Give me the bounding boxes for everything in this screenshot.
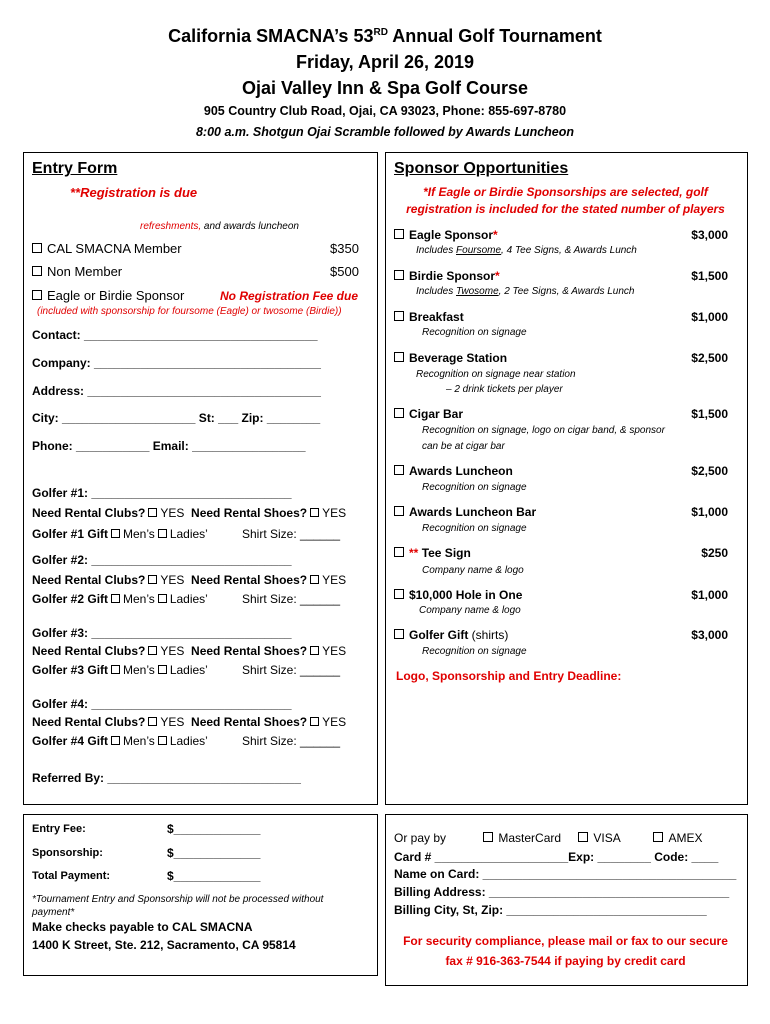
entry-form-heading: Entry Form bbox=[32, 160, 118, 177]
golfer-3-shirt[interactable]: Shirt Size: ______ bbox=[242, 663, 341, 677]
registration-due: **Registration is due bbox=[70, 185, 198, 200]
title: California SMACNA’s 53RD Annual Golf Tournament bbox=[168, 26, 602, 46]
desc-golfer-gift: Recognition on signage bbox=[422, 646, 527, 657]
security-note-2: fax # 916-363-7544 if paying by credit card bbox=[445, 954, 686, 968]
checkbox[interactable] bbox=[32, 266, 42, 276]
city-field[interactable]: City: ____________________ St: ___ Zip: ________ bbox=[32, 411, 321, 425]
checkbox[interactable] bbox=[310, 646, 319, 655]
golfer-4-rentals[interactable]: Need Rental Clubs? YES Need Rental Shoes? YES bbox=[32, 715, 347, 729]
desc-awards-luncheon: Recognition on signage bbox=[422, 482, 527, 493]
checkbox[interactable] bbox=[394, 352, 404, 362]
checkbox[interactable] bbox=[394, 629, 404, 639]
price-nonmember: $500 bbox=[330, 264, 359, 279]
sponsor-beverage[interactable]: Beverage Station bbox=[394, 351, 507, 365]
checkbox[interactable] bbox=[111, 529, 120, 538]
card-number[interactable]: Card # ____________________Exp: ________ Code: ____ bbox=[394, 850, 719, 864]
golfer-1-name[interactable]: Golfer #1: ______________________________ bbox=[32, 486, 292, 500]
golfer-2-rentals[interactable]: Need Rental Clubs? YES Need Rental Shoes? YES bbox=[32, 573, 347, 587]
price-eagle: $3,000 bbox=[691, 228, 728, 242]
contact-field[interactable]: Contact: ___________________________________ bbox=[32, 328, 318, 342]
golfer-1-gift[interactable]: Golfer #1 Gift Men’s Ladies’ bbox=[32, 527, 208, 541]
checkbox[interactable] bbox=[111, 736, 120, 745]
total-label: Total Payment: bbox=[32, 870, 111, 882]
checkbox[interactable] bbox=[394, 547, 404, 557]
checkbox[interactable] bbox=[148, 575, 157, 584]
total-field[interactable]: $_____________ bbox=[167, 869, 261, 883]
payment-note: *Tournament Entry and Sponsorship will not be processed without payment* bbox=[32, 894, 324, 918]
checkbox-mastercard[interactable] bbox=[483, 832, 493, 842]
golfer-4-gift[interactable]: Golfer #4 Gift Men’s Ladies’ bbox=[32, 734, 208, 748]
checkbox[interactable] bbox=[394, 589, 404, 599]
golfer-2-gift[interactable]: Golfer #2 Gift Men’s Ladies’ bbox=[32, 592, 208, 606]
sponsor-awards-luncheon[interactable]: Awards Luncheon bbox=[394, 464, 513, 478]
price-awards-bar: $1,000 bbox=[691, 505, 728, 519]
checkbox[interactable] bbox=[310, 717, 319, 726]
checkbox[interactable] bbox=[158, 594, 167, 603]
checkbox[interactable] bbox=[394, 270, 404, 280]
security-note-1: For security compliance, please mail or fax to our secure bbox=[403, 934, 728, 948]
checkbox[interactable] bbox=[158, 665, 167, 674]
sponsor-hole-in-one[interactable]: $10,000 Hole in One bbox=[394, 588, 522, 602]
sponsor-breakfast[interactable]: Breakfast bbox=[394, 310, 464, 324]
event-date: Friday, April 26, 2019 bbox=[295, 52, 475, 72]
desc-awards-bar: Recognition on signage bbox=[422, 523, 527, 534]
desc-breakfast: Recognition on signage bbox=[422, 327, 527, 338]
price-golfer-gift: $3,000 bbox=[691, 628, 728, 642]
checkbox[interactable] bbox=[394, 229, 404, 239]
pay-options[interactable]: Or pay by MasterCard VISA AMEX bbox=[394, 831, 703, 845]
sponsor-awards-bar[interactable]: Awards Luncheon Bar bbox=[394, 505, 536, 519]
name-on-card[interactable]: Name on Card: ______________________________________ bbox=[394, 867, 737, 881]
checks-address: 1400 K Street, Ste. 212, Sacramento, CA 95814 bbox=[32, 938, 296, 952]
option-nonmember[interactable]: Non Member bbox=[32, 264, 122, 279]
sponsor-tee-sign[interactable]: ** Tee Sign bbox=[394, 546, 471, 560]
checkbox-visa[interactable] bbox=[578, 832, 588, 842]
golfer-1-rentals[interactable]: Need Rental Clubs? YES Need Rental Shoes? YES bbox=[32, 506, 347, 520]
includes-text: refreshments, and awards luncheon bbox=[140, 221, 299, 232]
price-awards-luncheon: $2,500 bbox=[691, 464, 728, 478]
sponsor-cigar[interactable]: Cigar Bar bbox=[394, 407, 463, 421]
entry-fee-label: Entry Fee: bbox=[32, 823, 86, 835]
no-fee: No Registration Fee due bbox=[220, 289, 359, 303]
desc-beverage: Recognition on signage near station bbox=[416, 369, 576, 380]
desc-tee-sign: Company name & logo bbox=[422, 565, 524, 576]
golfer-1-shirt[interactable]: Shirt Size: ______ bbox=[242, 527, 341, 541]
checkbox[interactable] bbox=[394, 311, 404, 321]
option-member[interactable]: CAL SMACNA Member bbox=[32, 241, 182, 256]
price-breakfast: $1,000 bbox=[691, 310, 728, 324]
price-tee-sign: $250 bbox=[701, 546, 728, 560]
company-field[interactable]: Company: __________________________________ bbox=[32, 356, 321, 370]
checkbox[interactable] bbox=[394, 506, 404, 516]
checkbox[interactable] bbox=[111, 594, 120, 603]
checkbox[interactable] bbox=[32, 243, 42, 253]
sponsor-note-1: *If Eagle or Birdie Sponsorships are selected, golf bbox=[423, 185, 708, 199]
checkbox-amex[interactable] bbox=[653, 832, 663, 842]
sponsor-heading: Sponsor Opportunities bbox=[394, 160, 569, 177]
sponsor-birdie[interactable]: Birdie Sponsor* bbox=[394, 269, 500, 283]
checkbox[interactable] bbox=[148, 717, 157, 726]
desc-beverage-2: – 2 drink tickets per player bbox=[446, 384, 563, 395]
price-member: $350 bbox=[330, 241, 359, 256]
entry-fee-field[interactable]: $_____________ bbox=[167, 822, 261, 836]
desc-eagle: Includes Foursome, 4 Tee Signs, & Awards Lunch bbox=[416, 245, 637, 256]
sponsorship-label: Sponsorship: bbox=[32, 847, 103, 859]
venue: Ojai Valley Inn & Spa Golf Course bbox=[241, 78, 529, 98]
checkbox[interactable] bbox=[158, 736, 167, 745]
checkbox[interactable] bbox=[148, 508, 157, 517]
billing-city[interactable]: Billing City, St, Zip: ______________________________ bbox=[394, 903, 707, 917]
checkbox[interactable] bbox=[310, 575, 319, 584]
billing-address[interactable]: Billing Address: ____________________________________ bbox=[394, 885, 730, 899]
checkbox[interactable] bbox=[394, 408, 404, 418]
price-beverage: $2,500 bbox=[691, 351, 728, 365]
venue-address: 905 Country Club Road, Ojai, CA 93023, Phone: 855-697-8780 bbox=[203, 104, 567, 118]
golfer-2-shirt[interactable]: Shirt Size: ______ bbox=[242, 592, 341, 606]
desc-cigar-2: can be at cigar bar bbox=[422, 441, 505, 452]
option-sponsor[interactable]: Eagle or Birdie Sponsor bbox=[32, 288, 184, 303]
schedule: 8:00 a.m. Shotgun Ojai Scramble followed by Awards Luncheon bbox=[195, 125, 575, 139]
golfer-3-rentals[interactable]: Need Rental Clubs? YES Need Rental Shoes? YES bbox=[32, 644, 347, 658]
sponsor-golfer-gift[interactable]: Golfer Gift (shirts) bbox=[394, 628, 508, 642]
sponsor-note: (included with sponsorship for foursome (Eagle) or twosome (Birdie)) bbox=[37, 306, 342, 317]
desc-hole-in-one: Company name & logo bbox=[419, 605, 521, 616]
golfer-4-shirt[interactable]: Shirt Size: ______ bbox=[242, 734, 341, 748]
referred-by[interactable]: Referred By: _____________________________ bbox=[32, 771, 301, 785]
phone-email-field[interactable]: Phone: ___________ Email: _________________ bbox=[32, 439, 306, 453]
golfer-3-name[interactable]: Golfer #3: ______________________________ bbox=[32, 626, 292, 640]
checkbox[interactable] bbox=[32, 290, 42, 300]
checkbox[interactable] bbox=[148, 646, 157, 655]
sponsor-eagle[interactable]: Eagle Sponsor* bbox=[394, 228, 498, 242]
golfer-2-name[interactable]: Golfer #2: ______________________________ bbox=[32, 553, 292, 567]
deadline: Logo, Sponsorship and Entry Deadline: bbox=[396, 669, 622, 683]
price-cigar: $1,500 bbox=[691, 407, 728, 421]
checkbox[interactable] bbox=[310, 508, 319, 517]
desc-birdie: Includes Twosome, 2 Tee Signs, & Awards Lunch bbox=[416, 286, 635, 297]
checkbox[interactable] bbox=[111, 665, 120, 674]
address-field[interactable]: Address: ___________________________________ bbox=[32, 384, 321, 398]
sponsorship-field[interactable]: $_____________ bbox=[167, 846, 261, 860]
golfer-4-name[interactable]: Golfer #4: ______________________________ bbox=[32, 697, 292, 711]
price-hole-in-one: $1,000 bbox=[691, 588, 728, 602]
checkbox[interactable] bbox=[394, 465, 404, 475]
golfer-3-gift[interactable]: Golfer #3 Gift Men’s Ladies’ bbox=[32, 663, 208, 677]
sponsor-note-2: registration is included for the stated number of players bbox=[406, 202, 725, 216]
checks-payable: Make checks payable to CAL SMACNA bbox=[32, 920, 253, 934]
price-birdie: $1,500 bbox=[691, 269, 728, 283]
checkbox[interactable] bbox=[158, 529, 167, 538]
desc-cigar: Recognition on signage, logo on cigar band, & sponsor bbox=[422, 425, 665, 436]
